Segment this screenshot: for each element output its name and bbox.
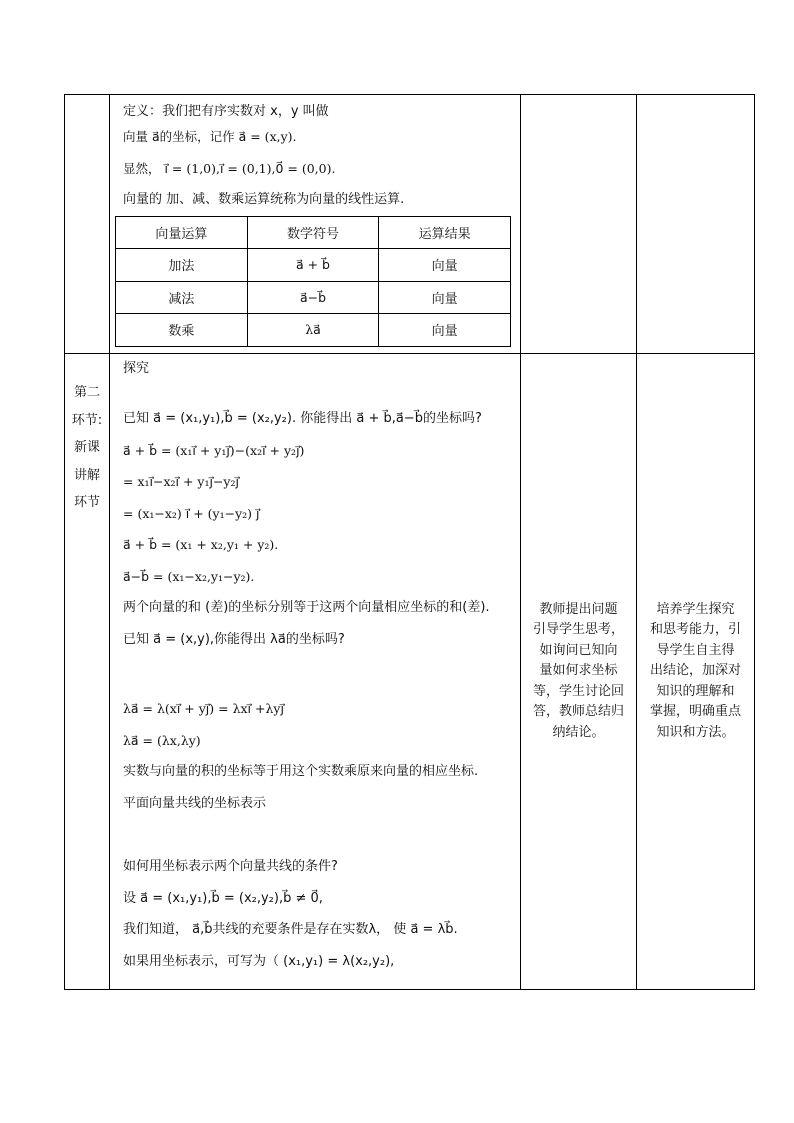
lesson-plan-table [64, 94, 755, 990]
purpose-line: 知识的理解和 [656, 683, 735, 699]
ops-header-cell: 数学符号 [247, 216, 379, 249]
content-line: 设 a⃗ = (x₁,y₁),b⃗ = (x₂,y₂),b⃗ ≠ 0⃗, [123, 890, 323, 906]
unit-vector-line: 显然， i⃗ = (1,0),i⃗ = (0,1),0⃗ = (0,0). [123, 160, 336, 176]
stage-label-line: 新课 [73, 440, 100, 455]
content-line: a⃗−b⃗ = (x₁−x₂,y₁−y₂). [123, 568, 255, 584]
content-line: 我们知道， a⃗,b⃗共线的充要条件是存在实数λ， 使 a⃗ = λb⃗. [123, 922, 458, 937]
content-line: 如何用坐标表示两个向量共线的条件? [123, 859, 338, 874]
ops-row-addition [116, 249, 511, 282]
ops-row-scalar [116, 314, 511, 347]
ops-cell: 向量 [379, 281, 511, 314]
content-line: = (x₁−x₂) i⃗ + (y₁−y₂) j⃗ [123, 505, 260, 521]
vector-operations-table [115, 216, 511, 347]
explore-heading: 探究 [123, 361, 150, 376]
teacher-line: 教师提出问题 [539, 601, 618, 617]
purpose-line: 出结论，加深对 [649, 663, 741, 679]
ops-cell: 向量 [379, 314, 511, 347]
purpose-line: 培养学生探究 [656, 601, 735, 617]
teacher-cell-empty [521, 95, 637, 354]
design-purpose [637, 354, 755, 990]
content-line: 如果用坐标表示，可写为（ (x₁,y₁) = λ(x₂,y₂), [123, 953, 395, 969]
purpose-cell-empty [637, 95, 755, 354]
linear-operation-line: 向量的 加、减、数乘运算统称为向量的线性运算. [123, 192, 405, 207]
stage-label-line: 环节: [71, 412, 103, 428]
ops-header-cell: 运算结果 [379, 216, 511, 249]
teacher-line: 答，教师总结归 [532, 704, 624, 720]
teacher-activity [521, 354, 637, 990]
content-line: λa⃗ = (λx,λy) [123, 732, 201, 748]
second-stage-row [65, 354, 755, 990]
purpose-line: 掌握，明确重点 [649, 704, 741, 720]
content-line: 平面向量共线的坐标表示 [123, 795, 267, 811]
definition-content [110, 95, 521, 354]
definition-line: 定义：我们把有序实数对 x，y 叫做 [123, 104, 329, 119]
teacher-line: 引导学生思考， [532, 622, 624, 638]
ops-cell: 加法 [116, 249, 248, 282]
ops-cell: 数乘 [116, 314, 248, 347]
purpose-line: 知识和方法。 [656, 724, 735, 740]
content-line: a⃗ + b⃗ = (x₁i⃗ + y₁j⃗)−(x₂i⃗ + y₂j⃗) [123, 442, 305, 458]
stage-label [65, 354, 110, 990]
ops-cell: 向量 [379, 249, 511, 282]
ops-cell: a⃗−b⃗ [247, 281, 379, 314]
ops-cell: 减法 [116, 281, 248, 314]
purpose-line: 导学生自主得 [656, 642, 735, 658]
content-line: a⃗ + b⃗ = (x₁ + x₂,y₁ + y₂). [123, 537, 279, 552]
ops-cell: a⃗ + b⃗ [247, 249, 379, 282]
teacher-line: 纳结论。 [552, 724, 605, 740]
ops-row-subtraction [116, 281, 511, 314]
content-line: λa⃗ = λ(xi⃗ + yj⃗) = λxi⃗ +λyj⃗ [123, 701, 284, 716]
content-line: 已知 a⃗ = (x,y),你能得出 λa⃗的坐标吗? [123, 631, 345, 647]
teacher-line: 量如何求坐标 [539, 663, 618, 679]
stage-label-line: 环节 [73, 495, 100, 510]
coordinate-notation-line: 向量 a⃗的坐标，记作 a⃗ = (x,y). [123, 129, 297, 144]
content-line: 实数与向量的积的坐标等于用这个实数乘原来向量的相应坐标. [123, 764, 479, 779]
ops-header-cell: 向量运算 [116, 216, 248, 249]
stage-label-line: 第二 [73, 385, 100, 400]
ops-header-row [116, 216, 511, 249]
content-line: = x₁i⃗−x₂i⃗ + y₁j⃗−y₂j⃗ [123, 474, 239, 489]
lesson-content [110, 354, 521, 990]
teacher-line: 等，学生讨论回 [532, 683, 624, 699]
teacher-line: 如询问已知向 [539, 642, 618, 658]
stage-label-line: 讲解 [73, 467, 100, 483]
content-line: 已知 a⃗ = (x₁,y₁),b⃗ = (x₂,y₂). 你能得出 a⃗ + b⃗,a⃗−b⃗的坐标吗? [123, 411, 482, 426]
definition-row [65, 95, 755, 354]
stage-cell-empty [65, 95, 110, 354]
ops-cell: λa⃗ [247, 314, 379, 347]
purpose-line: 和思考能力，引 [649, 622, 741, 638]
content-line: 两个向量的和 (差)的坐标分别等于这两个向量相应坐标的和(差). [123, 600, 490, 615]
